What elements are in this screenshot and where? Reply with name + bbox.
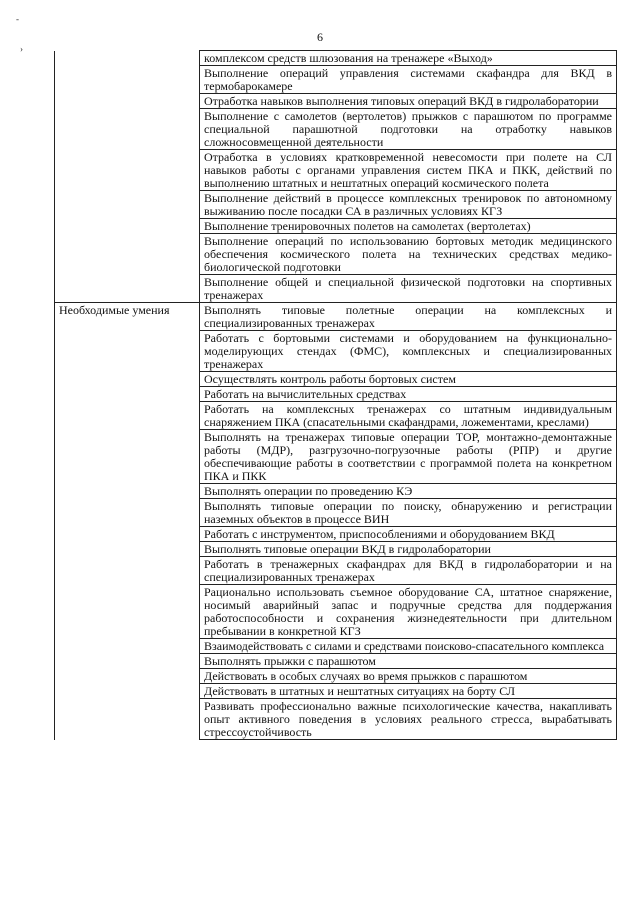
table-cell: Выполнение действий в процессе комплексных тренировок по автономному выживанию после посадки СА в различных условиях КГЗ <box>200 191 617 219</box>
table-cell: Выполнение с самолетов (вертолетов) прыжков с парашютом по программе специальной парашютной подготовки на отработку навыков сложносовмещенной деятельности <box>200 109 617 150</box>
table-cell: Выполнение тренировочных полетов на самолетах (вертолетах) <box>200 219 617 234</box>
table-cell: Выполнять прыжки с парашютом <box>200 654 617 669</box>
section-label <box>55 51 200 303</box>
table-cell: Работать на вычислительных средствах <box>200 387 617 402</box>
table-cell: Работать с инструментом, приспособлениями и оборудованием ВКД <box>200 527 617 542</box>
table-row <box>55 51 617 66</box>
table-cell: Выполнять типовые полетные операции на комплексных и специализированных тренажерах <box>200 303 617 331</box>
table-cell: Отработка навыков выполнения типовых операций ВКД в гидролаборатории <box>200 94 617 109</box>
table-cell: Выполнение общей и специальной физической подготовки на спортивных тренажерах <box>200 275 617 303</box>
table-cell: Выполнение операций по использованию бортовых методик медицинского обеспечения космического полета на технических средствах медико-биологической подготовки <box>200 234 617 275</box>
table-cell: Работать с бортовыми системами и оборудованием на функционально-моделирующих стендах (ФМС), комплексных и специализированных тренажерах <box>200 331 617 372</box>
table-cell: Рационально использовать съемное оборудование СА, штатное снаряжение, носимый аварийный запас и подручные средства для поддержания работоспособности и сохранения жизнедеятельности при длительном пребывании в конкретной КГЗ <box>200 585 617 639</box>
table-cell: Работать в тренажерных скафандрах для ВКД в гидролаборатории и на специализированных тренажерах <box>200 557 617 585</box>
table-cell: комплексом средств шлюзования на тренажере «Выход» <box>200 51 617 66</box>
table-cell: Работать на комплексных тренажерах со штатным индивидуальным снаряжением ПКА (спасательными скафандрами, ложементами, креслами) <box>200 402 617 430</box>
scan-mark: - <box>16 14 19 24</box>
table-cell: Взаимодействовать с силами и средствами поисково-спасательного комплекса <box>200 639 617 654</box>
table-cell: Выполнять типовые операции по поиску, обнаружению и регистрации наземных объектов в процессе ВИН <box>200 499 617 527</box>
page-number: 6 <box>317 30 323 44</box>
table-cell: Развивать профессионально важные психологические качества, накапливать опыт активного поведения в условиях реального стресса, вырабатывать стрессоустойчивость <box>200 699 617 740</box>
table-cell: Выполнение операций управления системами скафандра для ВКД в термобарокамере <box>200 66 617 94</box>
table-cell: Выполнять типовые операции ВКД в гидролаборатории <box>200 542 617 557</box>
scan-mark: › <box>20 44 23 54</box>
competency-table <box>54 50 617 740</box>
table-cell: Действовать в штатных и нештатных ситуациях на борту СЛ <box>200 684 617 699</box>
table-cell: Действовать в особых случаях во время прыжков с парашютом <box>200 669 617 684</box>
table-cell: Выполнять на тренажерах типовые операции ТОР, монтажно-демонтажные работы (МДР), разгрузочно-погрузочные работы (РПР) и другие обеспечивающие работы в соответствии с программой полета на конкретном ПКА и ПКК <box>200 430 617 484</box>
table-row <box>55 303 617 331</box>
table-cell: Осуществлять контроль работы бортовых систем <box>200 372 617 387</box>
section-label: Необходимые умения <box>55 303 200 740</box>
table-cell: Выполнять операции по проведению КЭ <box>200 484 617 499</box>
table-cell: Отработка в условиях кратковременной невесомости при полете на СЛ навыков работы с органами управления систем ПКА и ПКК, действий по выполнению штатных и нештатных операций космического полета <box>200 150 617 191</box>
